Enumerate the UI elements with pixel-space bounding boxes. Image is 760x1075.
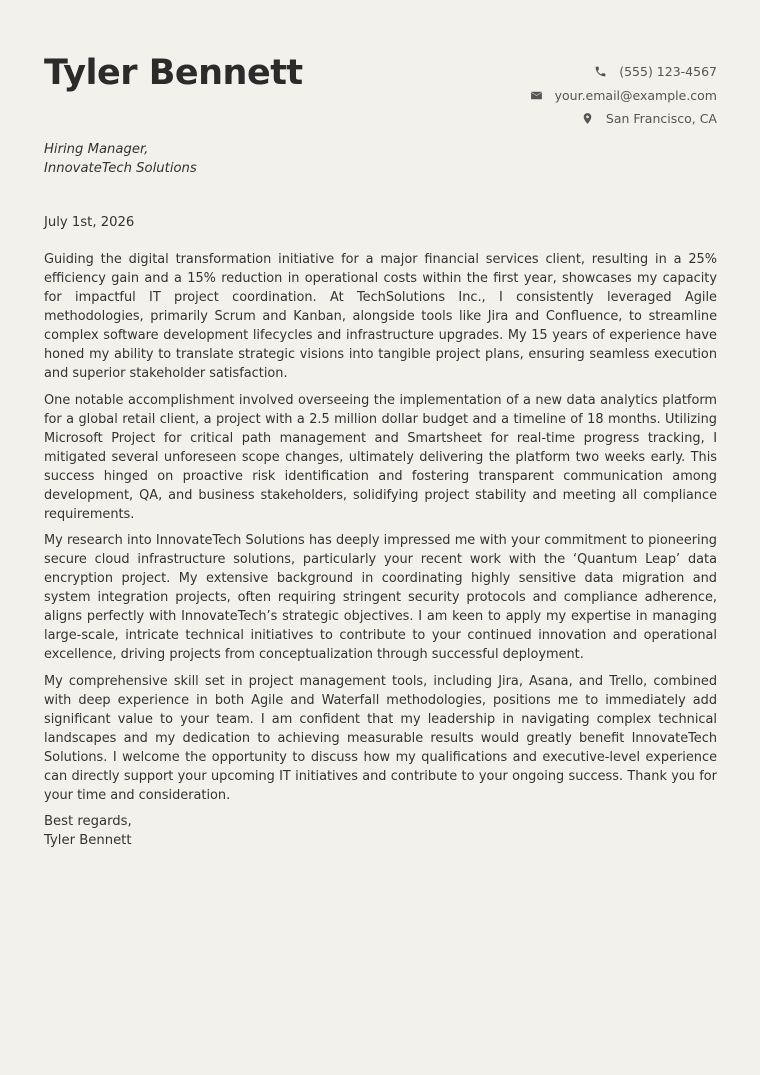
recipient-title: Hiring Manager, [44, 142, 149, 157]
applicant-name: Tyler Bennett [44, 53, 303, 93]
contact-location-row [530, 107, 717, 131]
recipient-company: InnovateTech Solutions [44, 161, 197, 176]
body-paragraph: One notable accomplishment involved overseeing the implementation of a new data analytics platform for a global retail client, a project with a 2.5 million dollar budget and a timeline of 18 months. Utilizing Microsoft Project for critical path management and Smartsheet for real-time progress tracking, I mitigated several unforeseen scope changes, ultimately delivering the platform two weeks early. This success hinged on proactive risk identification and fostering transparent communication among development, QA, and business stakeholders, solidifying project stability and meeting all compliance requirements. [44, 392, 717, 522]
recipient-block [44, 140, 717, 178]
contact-location: San Francisco, CA [605, 111, 717, 127]
contact-email-row [530, 84, 717, 108]
body-paragraph: Guiding the digital transformation initiative for a major financial services client, resulting in a 25% efficiency gain and a 15% reduction in operational costs within the first year, showcases my capacity for impactful IT project coordination. At TechSolutions Inc., I consistently leveraged Agile methodologies, primarily Scrum and Kanban, alongside tools like Jira and Confluence, to streamline complex software development lifecycles and infrastructure upgrades. My 15 years of experience have honed my ability to translate strategic visions into tangible project plans, ensuring seamless execution and superior stakeholder satisfaction. [44, 252, 717, 381]
letter-header [44, 0, 717, 140]
closing-block [44, 812, 717, 850]
phone-icon [594, 65, 607, 78]
body-paragraph: My comprehensive skill set in project management tools, including Jira, Asana, and Trello, combined with deep experience in both Agile and Waterfall methodologies, positions me to immediately add significant value to your team. I am confident that my leadership in navigating complex technical landscapes and my dedication to achieving measurable results would greatly benefit InnovateTech Solutions. I welcome the opportunity to discuss how my qualifications and executive-level experience can directly support your upcoming IT initiatives and contribute to your ongoing success. Thank you for your time and consideration. [44, 673, 717, 803]
contact-email: your.email@example.com [554, 87, 717, 103]
contact-phone-row [530, 60, 717, 84]
envelope-icon [530, 89, 543, 102]
contact-phone: (555) 123-4567 [619, 64, 717, 80]
body-paragraph: My research into InnovateTech Solutions has deeply impressed me with your commitment to pioneering secure cloud infrastructure solutions, particularly your recent work with the ‘Quantum Leap’ data encryption project. My extensive background in coordinating highly sensitive data migration and system integration projects, often requiring stringent security protocols and compliance adherence, aligns perfectly with InnovateTech’s strategic objectives. I am keen to apply my expertise in managing large-scale, intricate technical initiatives to contribute to your continued innovation and operational excellence, driving projects from conceptualization through successful deployment. [44, 533, 717, 662]
closing-salutation: Best regards, [44, 814, 132, 829]
letter-date: July 1st, 2026 [44, 215, 135, 230]
closing-signature: Tyler Bennett [44, 833, 132, 848]
map-pin-icon [581, 112, 594, 125]
contact-block [530, 60, 717, 131]
letter-body [44, 250, 717, 805]
